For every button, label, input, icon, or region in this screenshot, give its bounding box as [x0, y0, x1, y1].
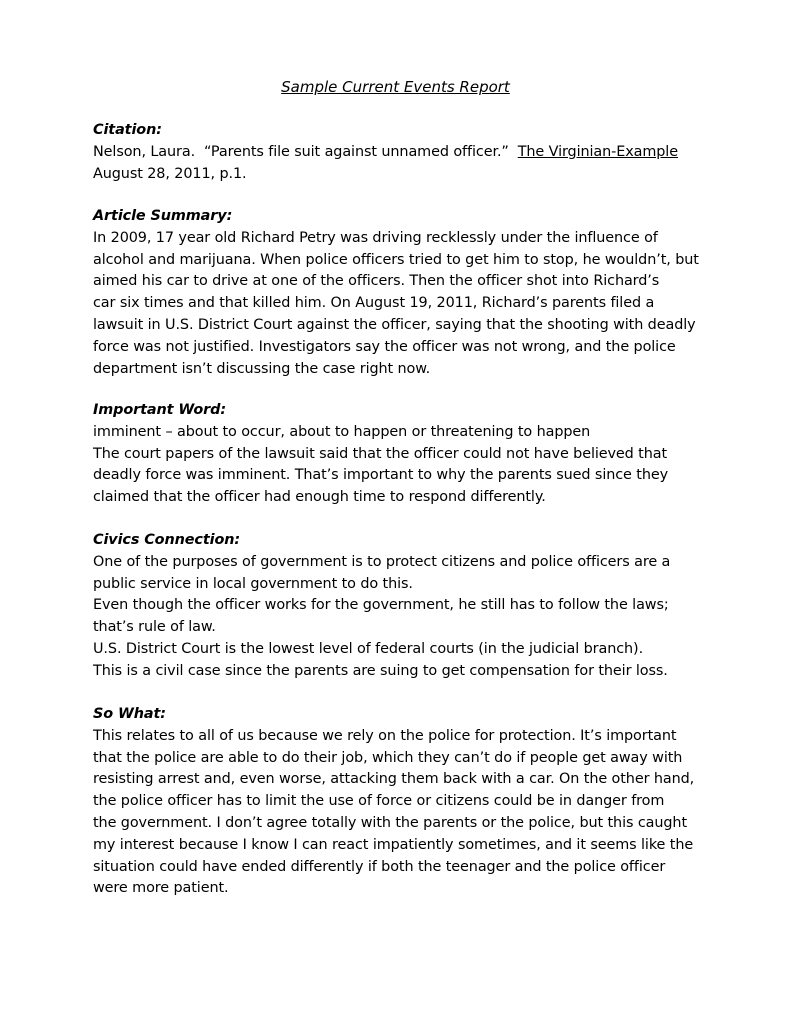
- so-what-line: were more patient.: [93, 880, 229, 897]
- so-what-section: [93, 704, 733, 900]
- important-word-line: claimed that the officer had enough time to respond differently.: [93, 489, 546, 506]
- so-what-line: the police officer has to limit the use of force or citizens could be in danger from: [93, 793, 665, 810]
- civics-line: public service in local government to do this.: [93, 575, 413, 592]
- citation-line-1: [93, 142, 733, 164]
- citation-line-2: August 28, 2011, p.1.: [93, 165, 247, 182]
- citation-heading: Citation:: [93, 122, 162, 138]
- summary-line: lawsuit in U.S. District Court against the officer, saying that the shooting with deadly: [93, 316, 696, 333]
- so-what-line: This relates to all of us because we rely on the police for protection. It’s important: [93, 727, 677, 744]
- summary-line: car six times and that killed him. On August 19, 2011, Richard’s parents filed a: [93, 295, 655, 312]
- summary-line: alcohol and marijuana. When police officers tried to get him to stop, he wouldn’t, but: [93, 251, 699, 268]
- civics-line: U.S. District Court is the lowest level of federal courts (in the judicial branch).: [93, 640, 644, 657]
- summary-line: department isn’t discussing the case right now.: [93, 360, 431, 377]
- summary-line: force was not justified. Investigators say the officer was not wrong, and the police: [93, 338, 676, 355]
- important-word-line: deadly force was imminent. That’s important to why the parents sued since they: [93, 467, 669, 484]
- article-summary-heading: Article Summary:: [93, 208, 233, 224]
- civics-line: One of the purposes of government is to protect citizens and police officers are a: [93, 553, 671, 570]
- report-title: Sample Current Events Report: [281, 78, 510, 96]
- so-what-heading: So What:: [93, 706, 166, 722]
- citation-section: [93, 120, 733, 185]
- civics-connection-section: [93, 530, 733, 683]
- civics-connection-heading: Civics Connection:: [93, 532, 241, 548]
- so-what-line: that the police are able to do their job, which they can’t do if people get away with: [93, 749, 683, 766]
- citation-text: Nelson, Laura. “Parents file suit against unnamed officer.”: [93, 143, 518, 160]
- civics-line: that’s rule of law.: [93, 619, 216, 636]
- civics-line: Even though the officer works for the government, he still has to follow the laws;: [93, 597, 669, 614]
- important-word-section: [93, 400, 733, 509]
- civics-line: This is a civil case since the parents are suing to get compensation for their loss.: [93, 662, 668, 679]
- summary-line: aimed his car to drive at one of the officers. Then the officer shot into Richard’s: [93, 273, 660, 290]
- so-what-line: situation could have ended differently if both the teenager and the police officer: [93, 858, 666, 875]
- important-word-line: imminent – about to occur, about to happen or threatening to happen: [93, 423, 591, 440]
- summary-line: In 2009, 17 year old Richard Petry was driving recklessly under the influence of: [93, 229, 658, 246]
- article-summary-section: [93, 206, 733, 380]
- important-word-line: The court papers of the lawsuit said that the officer could not have believed that: [93, 445, 668, 462]
- citation-source: The Virginian-Example: [517, 143, 678, 160]
- so-what-line: my interest because I know I can react impatiently sometimes, and it seems like the: [93, 836, 694, 853]
- so-what-line: resisting arrest and, even worse, attacking them back with a car. On the other hand,: [93, 771, 695, 788]
- important-word-heading: Important Word:: [93, 402, 226, 418]
- so-what-line: the government. I don’t agree totally with the parents or the police, but this caught: [93, 814, 687, 831]
